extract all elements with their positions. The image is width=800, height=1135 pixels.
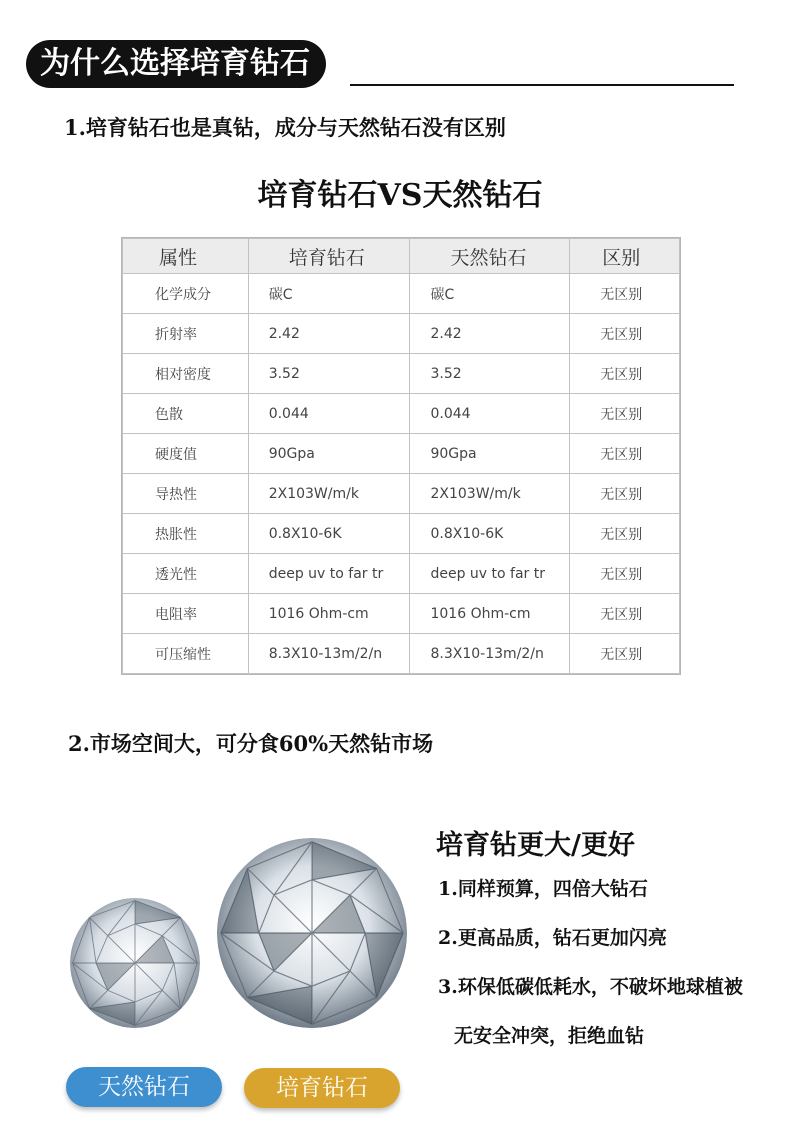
table-cell: 可压缩性: [123, 634, 249, 674]
table-cell: 化学成分: [123, 274, 249, 314]
table-cell: 无区别: [570, 514, 680, 554]
table-row: [123, 474, 680, 514]
table-cell: 无区别: [570, 314, 680, 354]
table-cell: 热胀性: [123, 514, 249, 554]
table-cell: 硬度值: [123, 434, 249, 474]
table-row: [123, 274, 680, 314]
table-row: [123, 434, 680, 474]
table-cell: 2X103W/m/k: [410, 474, 570, 514]
table-header-row: [123, 239, 680, 274]
table-cell: deep uv to far tr: [410, 554, 570, 594]
table-cell: 导热性: [123, 474, 249, 514]
table-cell: 2.42: [248, 314, 410, 354]
benefit-item: 无安全冲突，拒绝血钻: [454, 1025, 645, 1047]
table-cell: 无区别: [570, 394, 680, 434]
title-underline: [350, 84, 734, 86]
table-cell: 90Gpa: [410, 434, 570, 474]
point-1-text: 1.培育钻石也是真钻，成分与天然钻石没有区别: [64, 115, 506, 140]
section-title: 为什么选择培育钻石: [26, 40, 326, 88]
table-row: [123, 314, 680, 354]
table-cell: 碳C: [410, 274, 570, 314]
table-cell: 透光性: [123, 554, 249, 594]
comparison-table: [121, 237, 681, 675]
table-cell: 无区别: [570, 554, 680, 594]
table-cell: 2.42: [410, 314, 570, 354]
round-diamond-icon: [70, 898, 200, 1028]
natural-diamond-image: [70, 898, 200, 1028]
table-cell: 3.52: [248, 354, 410, 394]
header-cell: 区别: [570, 239, 680, 274]
table-cell: 无区别: [570, 474, 680, 514]
table-cell: deep uv to far tr: [248, 554, 410, 594]
table-cell: 1016 Ohm-cm: [248, 594, 410, 634]
table-cell: 无区别: [570, 434, 680, 474]
table-cell: 无区别: [570, 634, 680, 674]
table-cell: 碳C: [248, 274, 410, 314]
header-cell: 培育钻石: [248, 239, 410, 274]
table-row: [123, 394, 680, 434]
header-cell: 属性: [123, 239, 249, 274]
table-cell: 电阻率: [123, 594, 249, 634]
table-cell: 2X103W/m/k: [248, 474, 410, 514]
table-cell: 色散: [123, 394, 249, 434]
table-cell: 无区别: [570, 274, 680, 314]
table-cell: 1016 Ohm-cm: [410, 594, 570, 634]
table-row: [123, 354, 680, 394]
natural-diamond-label: 天然钻石: [66, 1067, 222, 1107]
benefit-item: 3.环保低碳低耗水，不破坏地球植被: [438, 976, 743, 998]
round-diamond-icon: [217, 838, 407, 1028]
header-cell: 天然钻石: [410, 239, 570, 274]
table-cell: 3.52: [410, 354, 570, 394]
table-cell: 8.3X10-13m/2/n: [248, 634, 410, 674]
table-cell: 90Gpa: [248, 434, 410, 474]
table-cell: 相对密度: [123, 354, 249, 394]
table-row: [123, 514, 680, 554]
table-cell: 0.8X10-6K: [248, 514, 410, 554]
benefits-title: 培育钻更大/更好: [436, 830, 635, 861]
table-cell: 无区别: [570, 594, 680, 634]
benefit-item: 2.更高品质，钻石更加闪亮: [438, 927, 667, 949]
benefit-item: 1.同样预算，四倍大钻石: [438, 878, 648, 900]
table-cell: 折射率: [123, 314, 249, 354]
comparison-title: 培育钻石VS天然钻石: [257, 178, 543, 213]
table-row: [123, 554, 680, 594]
lab-diamond-image: [217, 838, 407, 1028]
table-cell: 0.044: [410, 394, 570, 434]
table-cell: 0.044: [248, 394, 410, 434]
table-cell: 无区别: [570, 354, 680, 394]
table-cell: 8.3X10-13m/2/n: [410, 634, 570, 674]
table-row: [123, 594, 680, 634]
table-cell: 0.8X10-6K: [410, 514, 570, 554]
point-2-text: 2.市场空间大，可分食60%天然钻市场: [68, 731, 434, 756]
lab-diamond-label: 培育钻石: [244, 1068, 400, 1108]
table-row: [123, 634, 680, 674]
